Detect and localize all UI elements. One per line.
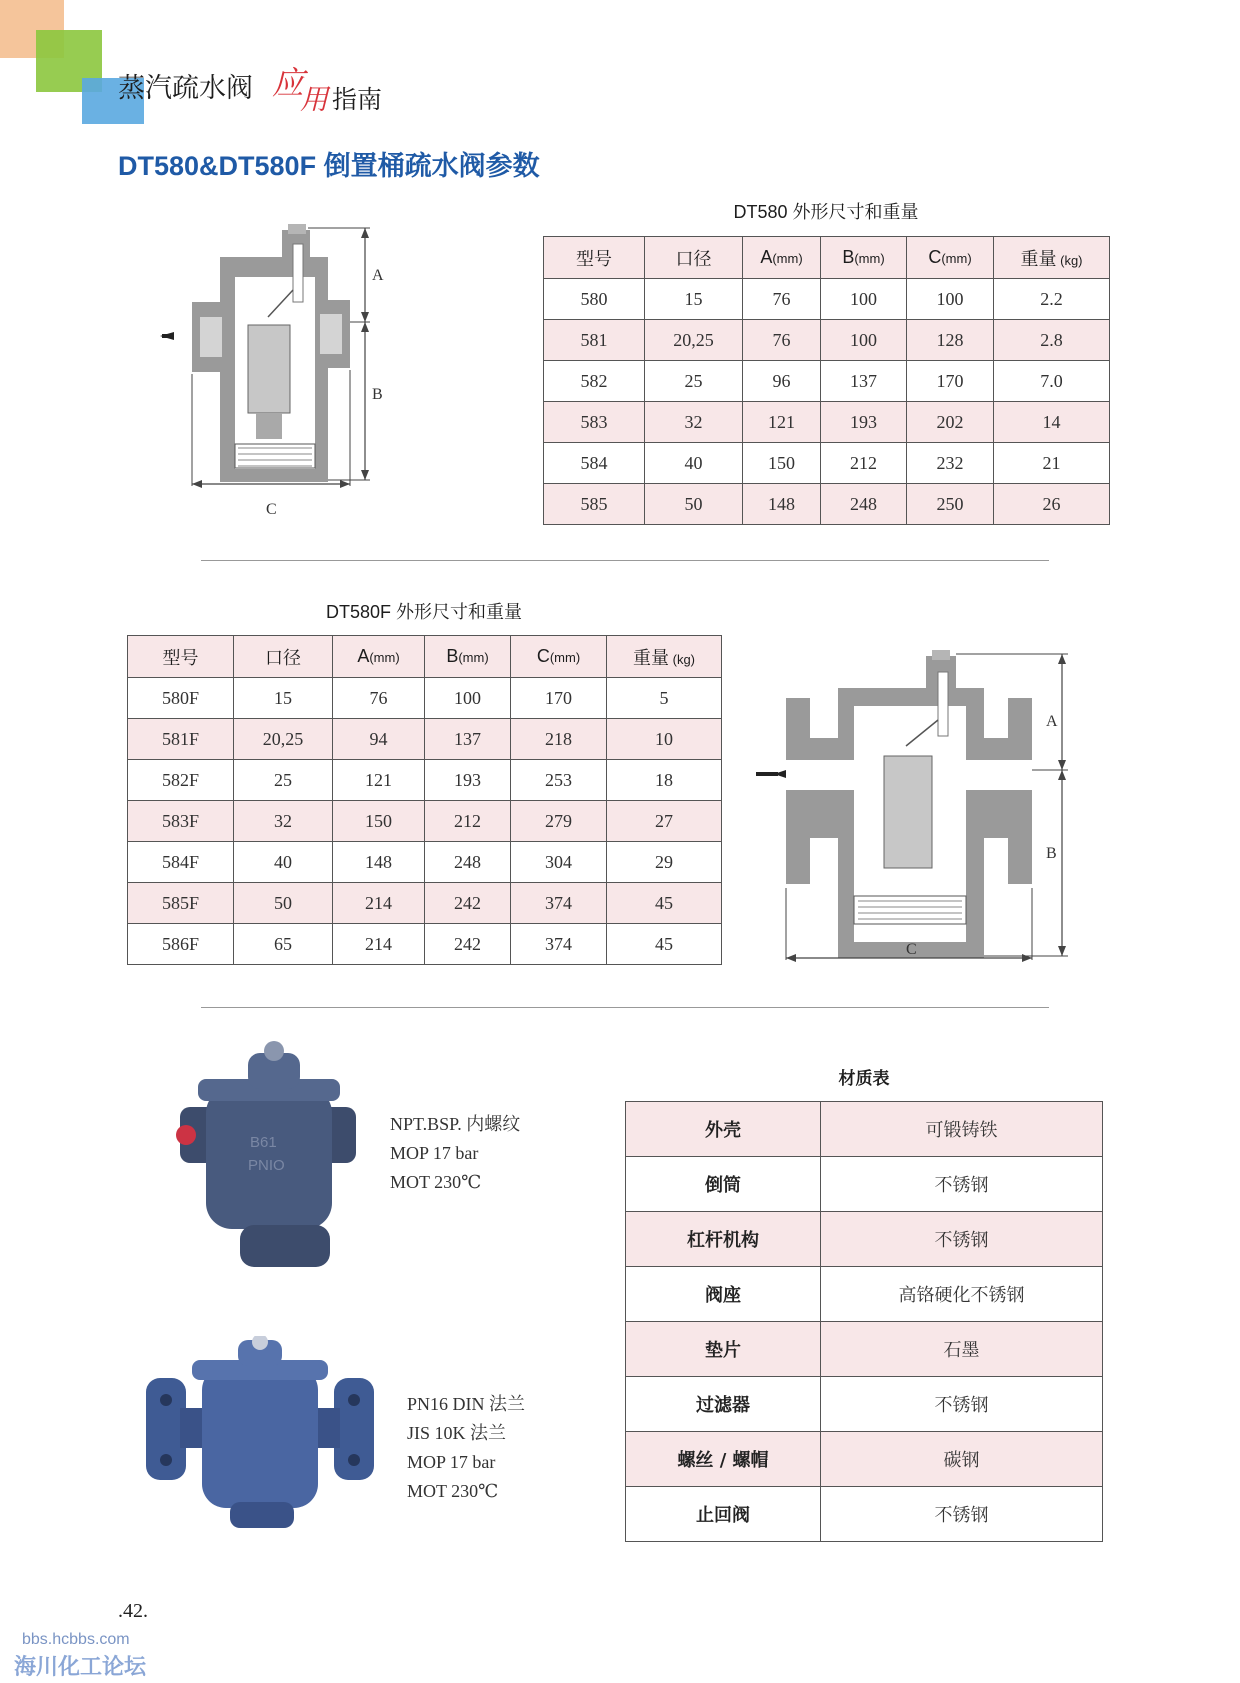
table-cell: 582: [544, 361, 645, 402]
table-cell: 150: [333, 801, 425, 842]
dt580f-table-caption: DT580F 外形尺寸和重量: [325, 602, 523, 622]
table-cell: 585F: [128, 883, 234, 924]
table-row: [544, 402, 1110, 443]
table-cell: 137: [821, 361, 907, 402]
table-cell: 585: [544, 484, 645, 525]
table-row: [544, 484, 1110, 525]
page-number: .42.: [118, 1600, 148, 1622]
photo-body-mark: PNIO: [248, 1157, 285, 1174]
photo-body-mark: B61: [250, 1134, 277, 1151]
note-line: MOT 230℃: [390, 1172, 482, 1192]
column-header: 重量 (kg): [994, 237, 1110, 279]
material-part: 杠杆机构: [626, 1212, 821, 1267]
table-cell: 15: [234, 678, 333, 719]
table-cell: 581F: [128, 719, 234, 760]
material-part: 过滤器: [626, 1377, 821, 1432]
table-cell: 20,25: [645, 320, 743, 361]
table-cell: 40: [645, 443, 743, 484]
table-row: [626, 1102, 1103, 1157]
table-cell: 374: [511, 883, 607, 924]
table-cell: 374: [511, 924, 607, 965]
table-row: [626, 1322, 1103, 1377]
table-cell: 242: [425, 924, 511, 965]
table-cell: 583: [544, 402, 645, 443]
dt580f-spec-table: [127, 635, 722, 965]
table-row: [626, 1432, 1103, 1487]
dt580-sectional-diagram: [160, 222, 410, 522]
section-divider: [201, 1007, 1049, 1008]
table-cell: 248: [821, 484, 907, 525]
table-cell: 193: [821, 402, 907, 443]
table-cell: 580: [544, 279, 645, 320]
table-cell: 214: [333, 924, 425, 965]
column-header: 口径: [645, 237, 743, 279]
dt580f-sectional-diagram: [756, 648, 1076, 966]
dim-label-c: C: [266, 501, 277, 518]
table-cell: 21: [994, 443, 1110, 484]
table-cell: 76: [333, 678, 425, 719]
note-line: MOP 17 bar: [390, 1143, 479, 1163]
table-cell: 96: [743, 361, 821, 402]
material-part: 垫片: [626, 1322, 821, 1377]
table-row: [544, 361, 1110, 402]
column-header: A(mm): [743, 237, 821, 279]
table-header-row: [544, 237, 1110, 279]
material-part: 阀座: [626, 1267, 821, 1322]
table-row: [128, 883, 722, 924]
table-cell: 25: [234, 760, 333, 801]
table-cell: 121: [333, 760, 425, 801]
flanged-spec-notes: [407, 1390, 525, 1506]
material-value: 碳钢: [821, 1432, 1103, 1487]
column-header: C(mm): [511, 636, 607, 678]
watermark-url[interactable]: bbs.hcbbs.com: [22, 1631, 130, 1648]
dt580-table-caption: DT580 外形尺寸和重量: [733, 202, 919, 222]
materials-table: [625, 1101, 1103, 1542]
table-cell: 121: [743, 402, 821, 443]
table-row: [544, 443, 1110, 484]
material-value: 不锈钢: [821, 1487, 1103, 1542]
page-title: DT580&DT580F 倒置桶疏水阀参数: [118, 151, 540, 181]
table-cell: 202: [907, 402, 994, 443]
section-divider: [201, 560, 1049, 561]
table-cell: 581: [544, 320, 645, 361]
dim-label-b: B: [372, 386, 383, 403]
table-cell: 18: [607, 760, 722, 801]
table-cell: 15: [645, 279, 743, 320]
table-cell: 150: [743, 443, 821, 484]
table-cell: 137: [425, 719, 511, 760]
table-row: [128, 719, 722, 760]
note-line: PN16 DIN 法兰: [407, 1394, 526, 1414]
table-cell: 170: [907, 361, 994, 402]
column-header: 型号: [128, 636, 234, 678]
table-row: [544, 320, 1110, 361]
guide-title: 蒸汽疏水阀: [118, 73, 253, 104]
table-cell: 584F: [128, 842, 234, 883]
table-cell: 5: [607, 678, 722, 719]
table-cell: 45: [607, 924, 722, 965]
threaded-trap-photo: [170, 1035, 370, 1285]
table-cell: 32: [645, 402, 743, 443]
table-cell: 214: [333, 883, 425, 924]
table-cell: 148: [333, 842, 425, 883]
material-value: 不锈钢: [821, 1212, 1103, 1267]
dim-label-c: C: [906, 941, 917, 958]
table-cell: 218: [511, 719, 607, 760]
table-cell: 94: [333, 719, 425, 760]
table-cell: 193: [425, 760, 511, 801]
table-cell: 128: [907, 320, 994, 361]
table-cell: 100: [907, 279, 994, 320]
materials-table-caption: 材质表: [838, 1069, 890, 1089]
table-row: [128, 924, 722, 965]
table-cell: 148: [743, 484, 821, 525]
material-part: 螺丝 / 螺帽: [626, 1432, 821, 1487]
guide-title-accent-1: 应: [272, 64, 305, 102]
material-value: 不锈钢: [821, 1377, 1103, 1432]
table-cell: 100: [425, 678, 511, 719]
table-cell: 100: [821, 279, 907, 320]
table-header-row: [128, 636, 722, 678]
table-row: [128, 760, 722, 801]
table-row: [128, 842, 722, 883]
watermark-forum-name: 海川化工论坛: [14, 1655, 147, 1680]
table-cell: 65: [234, 924, 333, 965]
table-cell: 583F: [128, 801, 234, 842]
column-header: B(mm): [821, 237, 907, 279]
flanged-trap-photo: [140, 1336, 380, 1536]
table-cell: 279: [511, 801, 607, 842]
note-line: JIS 10K 法兰: [407, 1423, 507, 1443]
table-cell: 40: [234, 842, 333, 883]
table-cell: 586F: [128, 924, 234, 965]
table-cell: 20,25: [234, 719, 333, 760]
column-header: 重量 (kg): [607, 636, 722, 678]
table-cell: 7.0: [994, 361, 1110, 402]
dim-label-a: A: [372, 267, 384, 284]
table-cell: 584: [544, 443, 645, 484]
table-cell: 212: [821, 443, 907, 484]
material-value: 不锈钢: [821, 1157, 1103, 1212]
table-row: [626, 1212, 1103, 1267]
table-cell: 212: [425, 801, 511, 842]
note-line: MOP 17 bar: [407, 1452, 496, 1472]
table-cell: 253: [511, 760, 607, 801]
column-header: 口径: [234, 636, 333, 678]
table-cell: 14: [994, 402, 1110, 443]
table-cell: 582F: [128, 760, 234, 801]
note-line: MOT 230℃: [407, 1481, 499, 1501]
table-cell: 100: [821, 320, 907, 361]
table-cell: 10: [607, 719, 722, 760]
table-cell: 232: [907, 443, 994, 484]
table-cell: 50: [234, 883, 333, 924]
dim-label-b: B: [1046, 845, 1057, 862]
table-cell: 580F: [128, 678, 234, 719]
note-line: NPT.BSP. 内螺纹: [390, 1114, 521, 1134]
material-value: 石墨: [821, 1322, 1103, 1377]
table-cell: 2.2: [994, 279, 1110, 320]
table-row: [544, 279, 1110, 320]
table-cell: 45: [607, 883, 722, 924]
material-value: 高铬硬化不锈钢: [821, 1267, 1103, 1322]
table-cell: 76: [743, 320, 821, 361]
table-cell: 248: [425, 842, 511, 883]
table-cell: 76: [743, 279, 821, 320]
table-cell: 242: [425, 883, 511, 924]
material-part: 倒筒: [626, 1157, 821, 1212]
table-row: [626, 1267, 1103, 1322]
column-header: 型号: [544, 237, 645, 279]
dim-label-a: A: [1046, 713, 1058, 730]
table-cell: 170: [511, 678, 607, 719]
material-value: 可锻铸铁: [821, 1102, 1103, 1157]
table-cell: 27: [607, 801, 722, 842]
table-row: [626, 1377, 1103, 1432]
column-header: A(mm): [333, 636, 425, 678]
material-part: 止回阀: [626, 1487, 821, 1542]
guide-title-accent-2: 用: [300, 83, 329, 116]
table-cell: 26: [994, 484, 1110, 525]
material-part: 外壳: [626, 1102, 821, 1157]
column-header: B(mm): [425, 636, 511, 678]
table-row: [128, 678, 722, 719]
table-cell: 29: [607, 842, 722, 883]
table-cell: 2.8: [994, 320, 1110, 361]
table-cell: 25: [645, 361, 743, 402]
table-cell: 32: [234, 801, 333, 842]
table-row: [626, 1487, 1103, 1542]
dt580-spec-table: [543, 236, 1110, 525]
table-cell: 50: [645, 484, 743, 525]
table-cell: 250: [907, 484, 994, 525]
table-cell: 304: [511, 842, 607, 883]
table-row: [128, 801, 722, 842]
guide-title-suffix: 指南: [332, 85, 383, 114]
threaded-spec-notes: [390, 1110, 520, 1197]
column-header: C(mm): [907, 237, 994, 279]
table-row: [626, 1157, 1103, 1212]
